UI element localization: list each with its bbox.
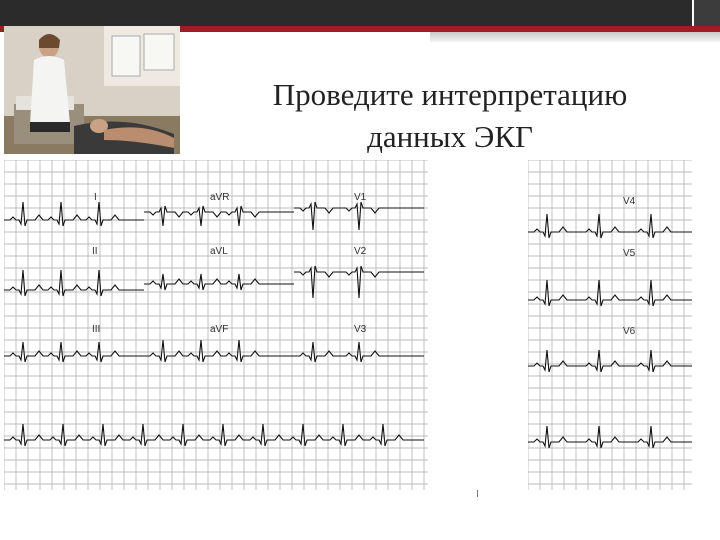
ecg-lead-label-ii: II xyxy=(92,246,98,257)
photo-illustration xyxy=(4,26,180,154)
ecg-trace-V1 xyxy=(294,202,424,230)
top-bar-accent xyxy=(692,0,720,26)
ecg-trace-V4 xyxy=(528,214,692,238)
ecg-trace-aVR xyxy=(144,206,294,226)
ecg-lead-label-v4: V4 xyxy=(623,196,636,207)
title-line-1: Проведите интерпретацию xyxy=(272,77,628,112)
ecg-right-svg xyxy=(528,160,692,490)
ecg-trace-aVF xyxy=(144,340,294,362)
ecg-left-svg xyxy=(4,160,428,490)
ecg-trace-I xyxy=(4,202,144,226)
accent-gradient xyxy=(430,32,720,42)
ecg-trace-rhythm-right xyxy=(528,426,692,448)
ecg-lead-label-avr: aVR xyxy=(210,192,230,203)
ecg-lead-label-avl: aVL xyxy=(210,246,228,257)
ecg-trace-V6 xyxy=(528,350,692,372)
page-tick-mark xyxy=(477,490,478,497)
ecg-trace-V5 xyxy=(528,280,692,306)
slide-title xyxy=(200,74,700,158)
ecg-lead-label-iii: III xyxy=(92,324,101,335)
ecg-lead-label-v5: V5 xyxy=(623,248,636,259)
ecg-trace-rhythm xyxy=(4,424,424,446)
ecg-lead-label-v1: V1 xyxy=(354,192,367,203)
ecg-lead-label-v3: V3 xyxy=(354,324,367,335)
ecg-strip-limb-and-v1-v3 xyxy=(4,160,428,490)
ecg-trace-V2 xyxy=(294,266,424,298)
photo-nurse-patient xyxy=(4,26,180,154)
ecg-lead-label-v6: V6 xyxy=(623,326,636,337)
ecg-trace-aVL xyxy=(144,274,294,290)
ecg-lead-label-i: I xyxy=(94,192,97,203)
ecg-lead-label-avf: aVF xyxy=(210,324,229,335)
ecg-lead-label-v2: V2 xyxy=(354,246,367,257)
ecg-grid xyxy=(528,160,692,490)
title-line-2: данных ЭКГ xyxy=(367,119,533,154)
top-bar xyxy=(0,0,720,26)
ecg-strip-v4-v6 xyxy=(528,160,692,490)
